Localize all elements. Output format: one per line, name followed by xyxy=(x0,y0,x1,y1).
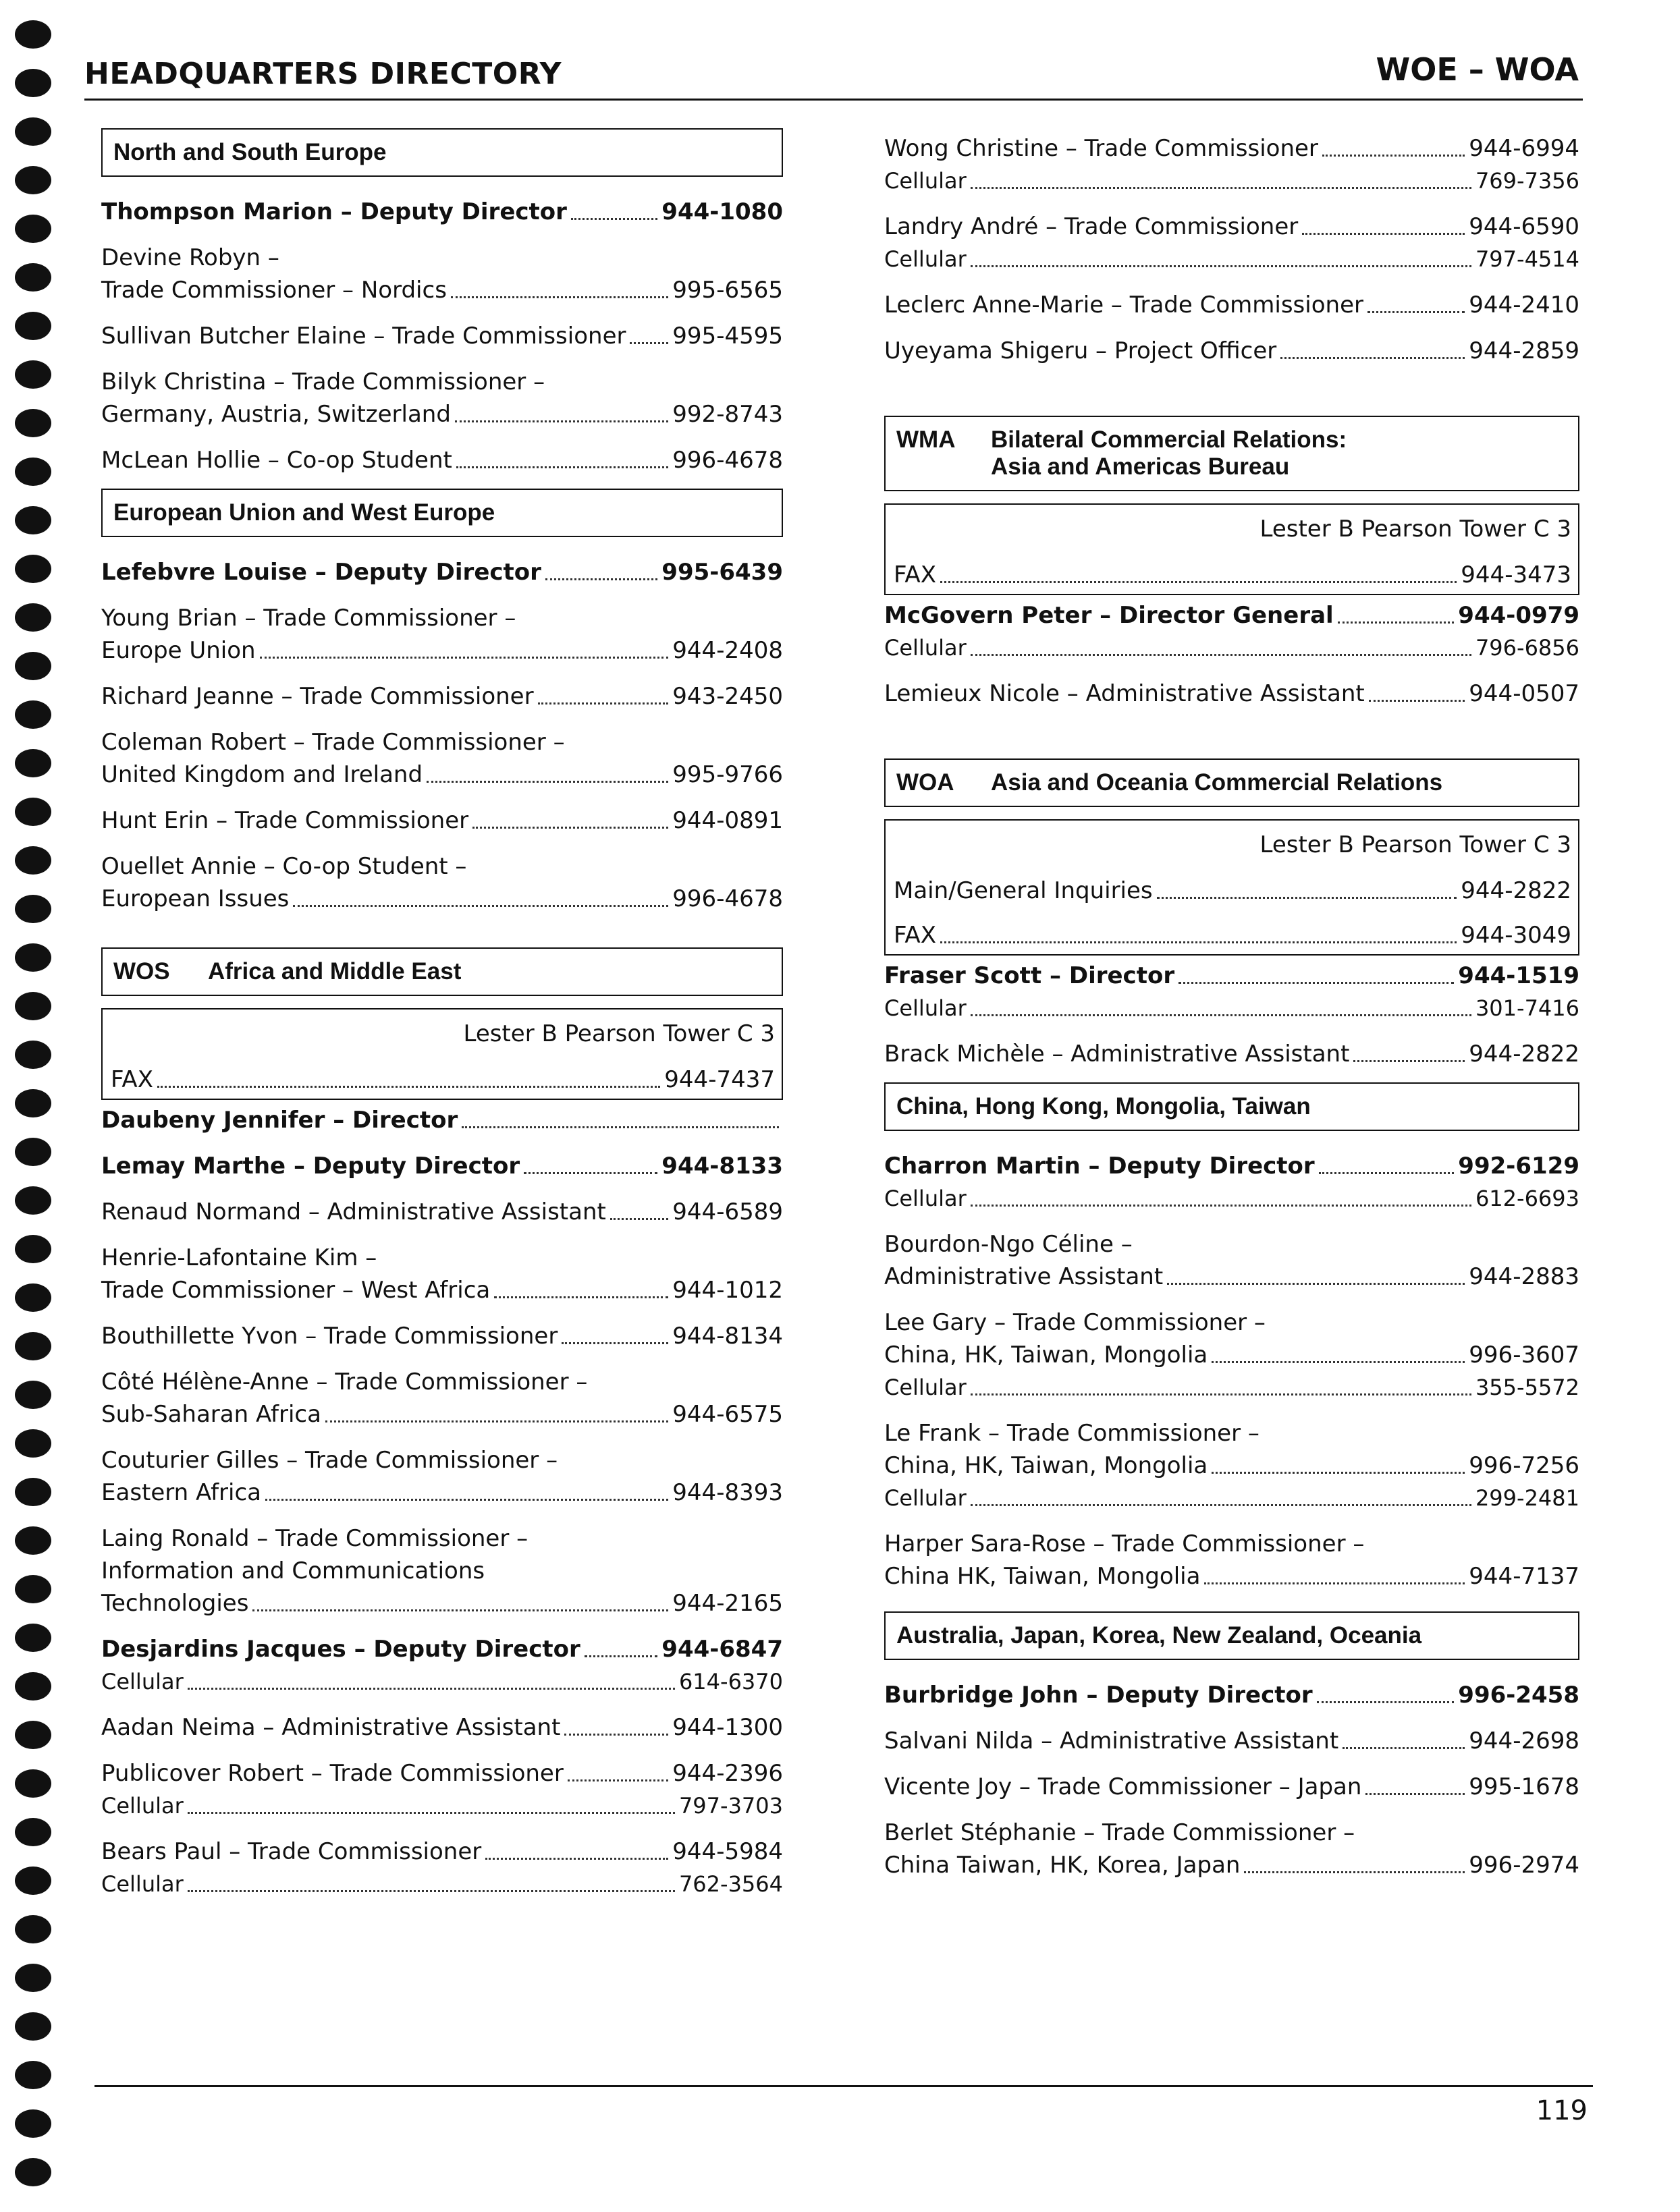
entry-phone: 996-7256 xyxy=(1469,1452,1579,1479)
dot-leader xyxy=(472,827,668,829)
cellular-label: Cellular xyxy=(101,1669,184,1694)
fax-label: FAX xyxy=(894,922,936,949)
directory-entry xyxy=(101,804,783,837)
fax-number: 944-7437 xyxy=(664,1066,775,1093)
directory-entry xyxy=(101,1320,783,1352)
binder-hole xyxy=(15,2158,51,2186)
section-title: Australia, Japan, Korea, New Zealand, Oceania xyxy=(896,1622,1422,1649)
directory-entry xyxy=(101,1633,783,1698)
cellular-number: 762-3564 xyxy=(678,1871,783,1897)
binder-hole xyxy=(15,1235,51,1263)
binder-holes xyxy=(15,20,55,2207)
dot-leader xyxy=(188,1688,675,1690)
entry-title: Trade Commissioner – West Africa xyxy=(101,1277,491,1304)
entry-name: Wong Christine – Trade Commissioner xyxy=(884,135,1318,162)
dot-leader xyxy=(485,1858,668,1860)
section-title: European Union and West Europe xyxy=(113,499,495,526)
section-code: WMA xyxy=(896,426,956,453)
dot-leader xyxy=(940,941,1457,943)
binder-hole xyxy=(15,700,51,729)
entry-name: Lee Gary – Trade Commissioner – xyxy=(884,1309,1266,1336)
entry-name: Bears Paul – Trade Commissioner xyxy=(101,1838,482,1865)
entry-name: Coleman Robert – Trade Commissioner – xyxy=(101,729,565,756)
section-header-wma xyxy=(884,416,1579,491)
binder-hole xyxy=(15,1769,51,1798)
entry-name: Renaud Normand – Administrative Assistant xyxy=(101,1198,606,1225)
entry-name: Sullivan Butcher Elaine – Trade Commissioner xyxy=(101,323,626,350)
cellular-label: Cellular xyxy=(101,1871,184,1897)
entry-name: Le Frank – Trade Commissioner – xyxy=(884,1420,1259,1447)
binder-hole xyxy=(15,1138,51,1166)
dot-leader xyxy=(1244,1871,1465,1873)
cellular-label: Cellular xyxy=(884,168,967,194)
binder-hole xyxy=(15,603,51,632)
dot-leader xyxy=(538,702,669,704)
fax-number: 944-3049 xyxy=(1461,922,1571,949)
cellular-number: 614-6370 xyxy=(678,1669,783,1694)
cellular-number: 355-5572 xyxy=(1475,1375,1579,1400)
binder-hole xyxy=(15,263,51,292)
binder-hole xyxy=(15,1381,51,1409)
directory-entry xyxy=(884,1306,1579,1404)
directory-entry xyxy=(101,850,783,915)
entry-name: Uyeyama Shigeru – Project Officer xyxy=(884,337,1277,364)
binder-hole xyxy=(15,506,51,534)
entry-phone: 995-9766 xyxy=(672,761,783,788)
entry-name: Devine Robyn – xyxy=(101,244,279,271)
dot-leader xyxy=(971,1014,1471,1016)
entry-title: China HK, Taiwan, Mongolia xyxy=(884,1563,1201,1590)
dot-leader xyxy=(1365,1793,1465,1795)
dot-leader xyxy=(1369,700,1465,702)
location-box xyxy=(101,1008,783,1100)
entry-title: China Taiwan, HK, Korea, Japan xyxy=(884,1852,1241,1879)
entry-phone: 944-5984 xyxy=(672,1838,783,1865)
binder-hole xyxy=(15,1964,51,1992)
entry-name: McLean Hollie – Co-op Student xyxy=(101,447,452,474)
entry-phone: 996-4678 xyxy=(672,447,783,474)
binder-hole xyxy=(15,458,51,486)
binder-hole xyxy=(15,1575,51,1603)
entry-title: Eastern Africa xyxy=(101,1479,261,1506)
directory-entry xyxy=(101,1150,783,1182)
dot-leader xyxy=(1302,233,1465,235)
directory-entry xyxy=(101,1444,783,1509)
binder-hole xyxy=(15,69,51,97)
dot-leader xyxy=(1319,1172,1455,1174)
entry-name: Berlet Stéphanie – Trade Commissioner – xyxy=(884,1819,1355,1846)
entry-name: Leclerc Anne-Marie – Trade Commissioner xyxy=(884,292,1363,319)
dot-leader xyxy=(455,420,668,422)
page-number: 119 xyxy=(1536,2095,1588,2126)
directory-entry xyxy=(884,1725,1579,1757)
entry-name: Daubeny Jennifer – Director xyxy=(101,1107,458,1134)
binder-hole xyxy=(15,846,51,875)
directory-entry xyxy=(101,1366,783,1431)
section-header-china xyxy=(884,1082,1579,1131)
binder-hole xyxy=(15,943,51,972)
binder-hole xyxy=(15,652,51,680)
entry-name: Young Brian – Trade Commissioner – xyxy=(101,605,516,632)
entry-phone: 944-2822 xyxy=(1469,1041,1579,1068)
directory-entry xyxy=(101,1196,783,1228)
binder-hole xyxy=(15,1478,51,1506)
location-text: Lester B Pearson Tower C 3 xyxy=(1259,516,1571,543)
entry-title: Administrative Assistant xyxy=(884,1263,1164,1290)
section-header-woa xyxy=(884,758,1579,807)
directory-entry xyxy=(101,726,783,791)
directory-entry xyxy=(884,1417,1579,1514)
cellular-label: Cellular xyxy=(884,1186,967,1211)
dot-leader xyxy=(1317,1701,1455,1703)
section-header-australia xyxy=(884,1611,1579,1660)
entry-phone: 995-1678 xyxy=(1469,1773,1579,1800)
entry-phone: 944-1080 xyxy=(661,198,783,225)
entry-name: Hunt Erin – Trade Commissioner xyxy=(101,807,469,834)
binder-hole xyxy=(15,1041,51,1069)
directory-entry xyxy=(884,289,1579,321)
entry-name: Côté Hélène-Anne – Trade Commissioner – xyxy=(101,1368,588,1395)
cellular-label: Cellular xyxy=(884,1485,967,1511)
dot-leader xyxy=(1367,311,1465,313)
entry-phone: 944-2883 xyxy=(1469,1263,1579,1290)
dot-leader xyxy=(568,1779,668,1781)
entry-phone: 995-6565 xyxy=(672,277,783,304)
dot-leader xyxy=(524,1172,657,1174)
entry-name: Lemieux Nicole – Administrative Assistant xyxy=(884,680,1365,707)
entry-name: Lemay Marthe – Deputy Director xyxy=(101,1153,520,1180)
entry-name: Charron Martin – Deputy Director xyxy=(884,1153,1315,1180)
section-header-wos xyxy=(101,947,783,996)
binder-hole xyxy=(15,895,51,923)
dot-leader xyxy=(1212,1472,1465,1474)
binder-hole xyxy=(15,1526,51,1555)
entry-phone: 944-0979 xyxy=(1458,602,1579,629)
binder-hole xyxy=(15,1721,51,1749)
binder-hole xyxy=(15,1818,51,1846)
dot-leader xyxy=(940,581,1457,583)
section-title: Africa and Middle East xyxy=(208,958,462,985)
right-column xyxy=(884,132,1579,1881)
section-subtitle: Asia and Americas Bureau xyxy=(991,453,1290,480)
dot-leader xyxy=(1280,357,1465,359)
main-inquiries-number: 944-2822 xyxy=(1461,877,1571,904)
entry-name: Henrie-Lafontaine Kim – xyxy=(101,1244,377,1271)
entry-name: Publicover Robert – Trade Commissioner xyxy=(101,1760,564,1787)
entry-phone: 996-2458 xyxy=(1458,1682,1579,1709)
dot-leader xyxy=(1157,897,1457,899)
entry-phone: 992-8743 xyxy=(672,401,783,428)
directory-entry xyxy=(101,196,783,228)
binder-hole xyxy=(15,360,51,389)
binder-hole xyxy=(15,1089,51,1117)
binder-hole xyxy=(15,1915,51,1943)
dot-leader xyxy=(451,296,668,298)
location-text: Lester B Pearson Tower C 3 xyxy=(463,1020,775,1047)
entry-name: Richard Jeanne – Trade Commissioner xyxy=(101,683,534,710)
section-title: China, Hong Kong, Mongolia, Taiwan xyxy=(896,1093,1311,1119)
location-box xyxy=(884,819,1579,956)
dot-leader xyxy=(564,1734,668,1736)
entry-phone: 995-4595 xyxy=(672,323,783,350)
directory-entry xyxy=(884,960,1579,1024)
entry-title: China, HK, Taiwan, Mongolia xyxy=(884,1452,1208,1479)
binder-hole xyxy=(15,215,51,243)
directory-entry xyxy=(884,1038,1579,1070)
cellular-number: 769-7356 xyxy=(1475,168,1579,194)
dot-leader xyxy=(157,1086,660,1088)
dot-leader xyxy=(1167,1283,1465,1285)
left-column xyxy=(101,128,783,1900)
entry-name: Aadan Neima – Administrative Assistant xyxy=(101,1714,561,1741)
section-code: WOA xyxy=(896,769,954,796)
dot-leader xyxy=(456,466,668,468)
cellular-label: Cellular xyxy=(884,246,967,272)
page-title: HEADQUARTERS DIRECTORY xyxy=(84,57,562,91)
entry-phone: 944-6590 xyxy=(1469,213,1579,240)
entry-title: Germany, Austria, Switzerland xyxy=(101,401,451,428)
entry-phone: 944-8133 xyxy=(661,1153,783,1180)
entry-phone: 944-2698 xyxy=(1469,1727,1579,1754)
fax-label: FAX xyxy=(111,1066,153,1093)
dot-leader xyxy=(971,1205,1471,1207)
dot-leader xyxy=(1322,155,1465,157)
cellular-label: Cellular xyxy=(884,995,967,1021)
dot-leader xyxy=(1338,621,1455,624)
binder-hole xyxy=(15,749,51,777)
dot-leader xyxy=(1178,982,1454,984)
fax-label: FAX xyxy=(894,561,936,588)
entry-title: Europe Union xyxy=(101,637,256,664)
dot-leader xyxy=(427,781,668,783)
dot-leader xyxy=(585,1655,658,1657)
dot-leader xyxy=(562,1342,668,1344)
entry-phone: 944-6994 xyxy=(1469,135,1579,162)
entry-phone: 944-1012 xyxy=(672,1277,783,1304)
section-code: WOE – WOA xyxy=(1376,51,1579,88)
entry-name: Harper Sara-Rose – Trade Commissioner – xyxy=(884,1530,1365,1557)
binder-hole xyxy=(15,1867,51,1895)
binder-hole xyxy=(15,166,51,194)
entry-name: McGovern Peter – Director General xyxy=(884,602,1334,629)
dot-leader xyxy=(610,1218,668,1220)
cellular-number: 797-4514 xyxy=(1475,246,1579,272)
dot-leader xyxy=(494,1296,668,1298)
binder-hole xyxy=(15,1332,51,1360)
entry-name: Bilyk Christina – Trade Commissioner – xyxy=(101,368,545,395)
entry-name: Ouellet Annie – Co-op Student – xyxy=(101,853,467,880)
entry-title: Technologies xyxy=(101,1590,249,1617)
section-header-eu-west-europe xyxy=(101,489,783,537)
directory-entry xyxy=(101,556,783,588)
entry-phone: 944-7137 xyxy=(1469,1563,1579,1590)
entry-phone: 944-2410 xyxy=(1469,292,1579,319)
section-title: Bilateral Commercial Relations: xyxy=(991,426,1347,453)
directory-entry xyxy=(101,1104,783,1136)
entry-phone: 944-6589 xyxy=(672,1198,783,1225)
directory-entry xyxy=(884,1679,1579,1711)
dot-leader xyxy=(188,1890,675,1892)
dot-leader xyxy=(1343,1747,1465,1749)
entry-phone: 944-8134 xyxy=(672,1323,783,1350)
directory-entry xyxy=(101,602,783,667)
entry-name: Burbridge John – Deputy Director xyxy=(884,1682,1313,1709)
dot-leader xyxy=(293,905,668,907)
directory-entry xyxy=(101,320,783,352)
directory-entry xyxy=(884,335,1579,367)
entry-phone: 944-1300 xyxy=(672,1714,783,1741)
directory-entry xyxy=(101,1757,783,1822)
fax-number: 944-3473 xyxy=(1461,561,1571,588)
entry-phone: 944-2165 xyxy=(672,1590,783,1617)
binder-hole xyxy=(15,1624,51,1652)
dot-leader xyxy=(971,187,1471,189)
directory-entry xyxy=(101,1835,783,1900)
dot-leader xyxy=(1204,1582,1465,1584)
cellular-number: 301-7416 xyxy=(1475,995,1579,1021)
entry-title: China, HK, Taiwan, Mongolia xyxy=(884,1342,1208,1368)
cellular-number: 797-3703 xyxy=(678,1793,783,1819)
main-inquiries-label: Main/General Inquiries xyxy=(894,877,1153,904)
binder-hole xyxy=(15,1429,51,1458)
location-box xyxy=(884,503,1579,595)
dot-leader xyxy=(462,1126,779,1128)
directory-entry xyxy=(884,599,1579,664)
cellular-label: Cellular xyxy=(101,1793,184,1819)
directory-entry xyxy=(101,242,783,306)
entry-name: Desjardins Jacques – Deputy Director xyxy=(101,1636,580,1663)
entry-phone: 944-2396 xyxy=(672,1760,783,1787)
entry-name: Bourdon-Ngo Céline – xyxy=(884,1231,1133,1258)
cellular-label: Cellular xyxy=(884,635,967,661)
entry-phone: 996-4678 xyxy=(672,885,783,912)
entry-title-line: Information and Communications xyxy=(101,1557,485,1584)
dot-leader xyxy=(630,342,668,344)
binder-hole xyxy=(15,20,51,49)
binder-hole xyxy=(15,1283,51,1312)
directory-entry xyxy=(884,132,1579,197)
dot-leader xyxy=(971,654,1471,656)
directory-entry xyxy=(101,1522,783,1620)
entry-name: Salvani Nilda – Administrative Assistant xyxy=(884,1727,1339,1754)
binder-hole xyxy=(15,1672,51,1701)
entry-phone: 944-0891 xyxy=(672,807,783,834)
cellular-number: 796-6856 xyxy=(1475,635,1579,661)
entry-title: Trade Commissioner – Nordics xyxy=(101,277,447,304)
entry-title: United Kingdom and Ireland xyxy=(101,761,423,788)
dot-leader xyxy=(971,265,1471,267)
entry-name: Brack Michèle – Administrative Assistant xyxy=(884,1041,1350,1068)
dot-leader xyxy=(971,1393,1471,1395)
directory-entry xyxy=(884,1228,1579,1293)
directory-entry xyxy=(884,1771,1579,1803)
entry-title: European Issues xyxy=(101,885,290,912)
section-title: North and South Europe xyxy=(113,139,387,165)
entry-phone: 944-0507 xyxy=(1469,680,1579,707)
entry-phone: 996-3607 xyxy=(1469,1342,1579,1368)
directory-entry xyxy=(101,1242,783,1306)
dot-leader xyxy=(1212,1361,1465,1363)
dot-leader xyxy=(325,1420,668,1422)
directory-entry xyxy=(884,1528,1579,1593)
binder-hole xyxy=(15,312,51,340)
directory-entry xyxy=(884,678,1579,710)
dot-leader xyxy=(545,578,657,580)
location-text: Lester B Pearson Tower C 3 xyxy=(1259,831,1571,858)
binder-hole xyxy=(15,117,51,146)
directory-entry xyxy=(101,1711,783,1744)
binder-hole xyxy=(15,992,51,1020)
directory-entry xyxy=(101,444,783,476)
section-code: WOS xyxy=(113,958,170,985)
entry-name: Couturier Gilles – Trade Commissioner – xyxy=(101,1447,558,1474)
entry-phone: 992-6129 xyxy=(1458,1153,1579,1180)
dot-leader xyxy=(252,1609,668,1611)
entry-name: Laing Ronald – Trade Commissioner – xyxy=(101,1525,529,1552)
dot-leader xyxy=(571,218,657,220)
entry-phone: 943-2450 xyxy=(672,683,783,710)
entry-phone: 996-2974 xyxy=(1469,1852,1579,1879)
binder-hole xyxy=(15,2012,51,2041)
entry-phone: 995-6439 xyxy=(661,559,783,586)
entry-phone: 944-6575 xyxy=(672,1401,783,1428)
directory-entry xyxy=(884,1150,1579,1215)
entry-name: Thompson Marion – Deputy Director xyxy=(101,198,567,225)
dot-leader xyxy=(971,1504,1471,1506)
section-header-north-south-europe xyxy=(101,128,783,177)
binder-hole xyxy=(15,1186,51,1215)
entry-phone: 944-6847 xyxy=(661,1636,783,1663)
binder-hole xyxy=(15,2061,51,2089)
directory-entry xyxy=(101,366,783,431)
entry-name: Landry André – Trade Commissioner xyxy=(884,213,1299,240)
entry-name: Vicente Joy – Trade Commissioner – Japan xyxy=(884,1773,1362,1800)
dot-leader xyxy=(1353,1060,1465,1062)
footer-rule xyxy=(94,2085,1593,2087)
cellular-number: 299-2481 xyxy=(1475,1485,1579,1511)
entry-name: Fraser Scott – Director xyxy=(884,962,1175,989)
binder-hole xyxy=(15,555,51,583)
section-title: Asia and Oceania Commercial Relations xyxy=(991,769,1443,796)
binder-hole xyxy=(15,2109,51,2138)
directory-entry xyxy=(884,211,1579,275)
directory-entry xyxy=(101,680,783,713)
binder-hole xyxy=(15,798,51,826)
header-rule xyxy=(84,99,1583,101)
entry-phone: 944-8393 xyxy=(672,1479,783,1506)
dot-leader xyxy=(265,1499,668,1501)
entry-phone: 944-2859 xyxy=(1469,337,1579,364)
entry-title: Sub-Saharan Africa xyxy=(101,1401,321,1428)
entry-phone: 944-1519 xyxy=(1458,962,1579,989)
entry-phone: 944-2408 xyxy=(672,637,783,664)
dot-leader xyxy=(188,1812,675,1814)
cellular-label: Cellular xyxy=(884,1375,967,1400)
cellular-number: 612-6693 xyxy=(1475,1186,1579,1211)
dot-leader xyxy=(260,657,669,659)
entry-name: Lefebvre Louise – Deputy Director xyxy=(101,559,541,586)
directory-entry xyxy=(884,1817,1579,1881)
entry-name: Bouthillette Yvon – Trade Commissioner xyxy=(101,1323,558,1350)
binder-hole xyxy=(15,409,51,437)
